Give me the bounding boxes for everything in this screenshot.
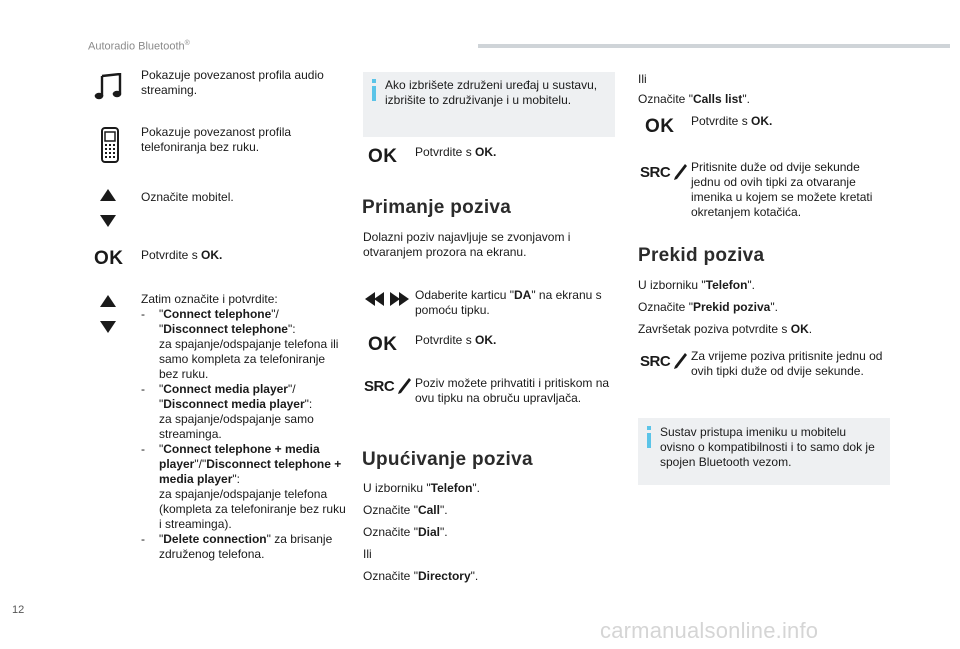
ok-icon: OK <box>94 248 124 269</box>
phone-description: Pokazuje povezanost profila telefoniranja bez ruku. <box>141 125 292 154</box>
handset-icon <box>396 377 412 395</box>
select-call-text: Označite "Call". <box>363 503 448 517</box>
heading-end-call: Prekid poziva <box>638 245 765 266</box>
src-phone-button-icon: SRC <box>640 163 688 181</box>
header-rule <box>478 44 950 48</box>
connection-options: Zatim označite i potvrdite: - "Connect telephone"/ "Disconnect telephone": za spajanje/odspajanje telefona ili samo kompleta za telefoniranje bez ruku. - "Connect media player"/ "Disconnect media player": za spajanje/odspajanje samo streaminga. - "Connect telephone + media player"/"Disconnect telephone + media player": za spajanje/odspajanje telefona (kompleta za telefoniranje bez ruku i streaminga). - "Delete connection" za brisanje združenog telefona. <box>141 292 346 561</box>
menu-telefon-text: U izborniku "Telefon". <box>363 481 480 495</box>
select-end-call-text: Označite "Prekid poziva". <box>638 300 778 314</box>
ok-icon: OK <box>368 146 398 167</box>
select-directory-text: Označite "Directory". <box>363 569 479 583</box>
select-dial-text: Označite "Dial". <box>363 525 448 539</box>
select-calls-list-text: Označite "Calls list". <box>638 92 750 106</box>
handset-icon <box>672 163 688 181</box>
during-call-text: Za vrijeme poziva pritisnite jednu od ovih tipki duže od dvije sekunde. <box>691 349 883 378</box>
handset-icon <box>672 352 688 370</box>
src-phone-button-icon: SRC <box>640 352 688 370</box>
ok-icon: OK <box>368 334 398 355</box>
running-header: Autoradio Bluetooth® <box>88 40 190 53</box>
or-text: Ili <box>363 547 372 561</box>
confirm-ok-text: Potvrdite s OK. <box>141 248 223 262</box>
end-confirm-text: Završetak poziva potvrdite s OK. <box>638 322 813 336</box>
list-item: - "Delete connection" za brisanje združenog telefona. <box>141 532 333 561</box>
accept-call-text: Poziv možete prihvatiti i pritiskom na ovu tipku na obruču upravljača. <box>415 376 610 405</box>
music-note-icon <box>93 73 125 101</box>
select-tab-text: Odaberite karticu "DA" na ekranu s pomoću tipku. <box>415 288 602 317</box>
info-directory-text: Sustav pristupa imeniku u mobitelu ovisno o kompatibilnosti i to samo dok je spojen Bluetooth vezom. <box>660 425 875 469</box>
list-item: - "Connect telephone + media player"/"Disconnect telephone + media player": za spajanje/odspajanje telefona (kompleta za telefoniranje bez ruku i streaminga). <box>141 442 346 531</box>
or-text: Ili <box>638 72 647 86</box>
confirm-ok-text: Potvrdite s OK. <box>415 145 497 159</box>
info-delete-text: Ako izbrišete združeni uređaj u sustavu, izbrišite to združivanje i u mobitelu. <box>385 78 598 107</box>
list-item: - "Connect media player"/ "Disconnect media player": za spajanje/odspajanje samo streaminga. <box>141 382 314 441</box>
info-icon <box>645 426 653 448</box>
ok-icon: OK <box>645 116 675 137</box>
music-description: Pokazuje povezanost profila audio streaming. <box>141 68 324 97</box>
info-icon <box>370 79 378 101</box>
confirm-ok-text: Potvrdite s OK. <box>415 333 497 347</box>
mobile-phone-icon <box>101 127 119 163</box>
watermark: carmanualsonline.info <box>600 618 819 643</box>
heading-make-call: Upućivanje poziva <box>362 449 533 470</box>
seek-left-right-icon <box>365 292 409 306</box>
select-phone-text: Označite mobitel. <box>141 190 234 204</box>
up-down-arrows-icon <box>100 189 116 229</box>
long-press-directory-text: Pritisnite duže od dvije sekunde jednu od ovih tipki za otvaranje imenika u kojem se možete kretati okretanjem kotačića. <box>691 160 873 219</box>
page-number: 12 <box>12 604 25 616</box>
src-phone-button-icon: SRC <box>364 377 412 395</box>
up-down-arrows-icon <box>100 295 116 335</box>
heading-receive-call: Primanje poziva <box>362 197 512 218</box>
list-item: - "Connect telephone"/ "Disconnect telephone": za spajanje/odspajanje telefona ili samo kompleta za telefoniranje bez ruku. <box>141 307 339 381</box>
menu-telefon-text: U izborniku "Telefon". <box>638 278 755 292</box>
connection-options-list <box>141 307 346 562</box>
receive-description: Dolazni poziv najavljuje se zvonjavom i otvaranjem prozora na ekranu. <box>363 230 571 259</box>
confirm-ok-text: Potvrdite s OK. <box>691 114 773 128</box>
